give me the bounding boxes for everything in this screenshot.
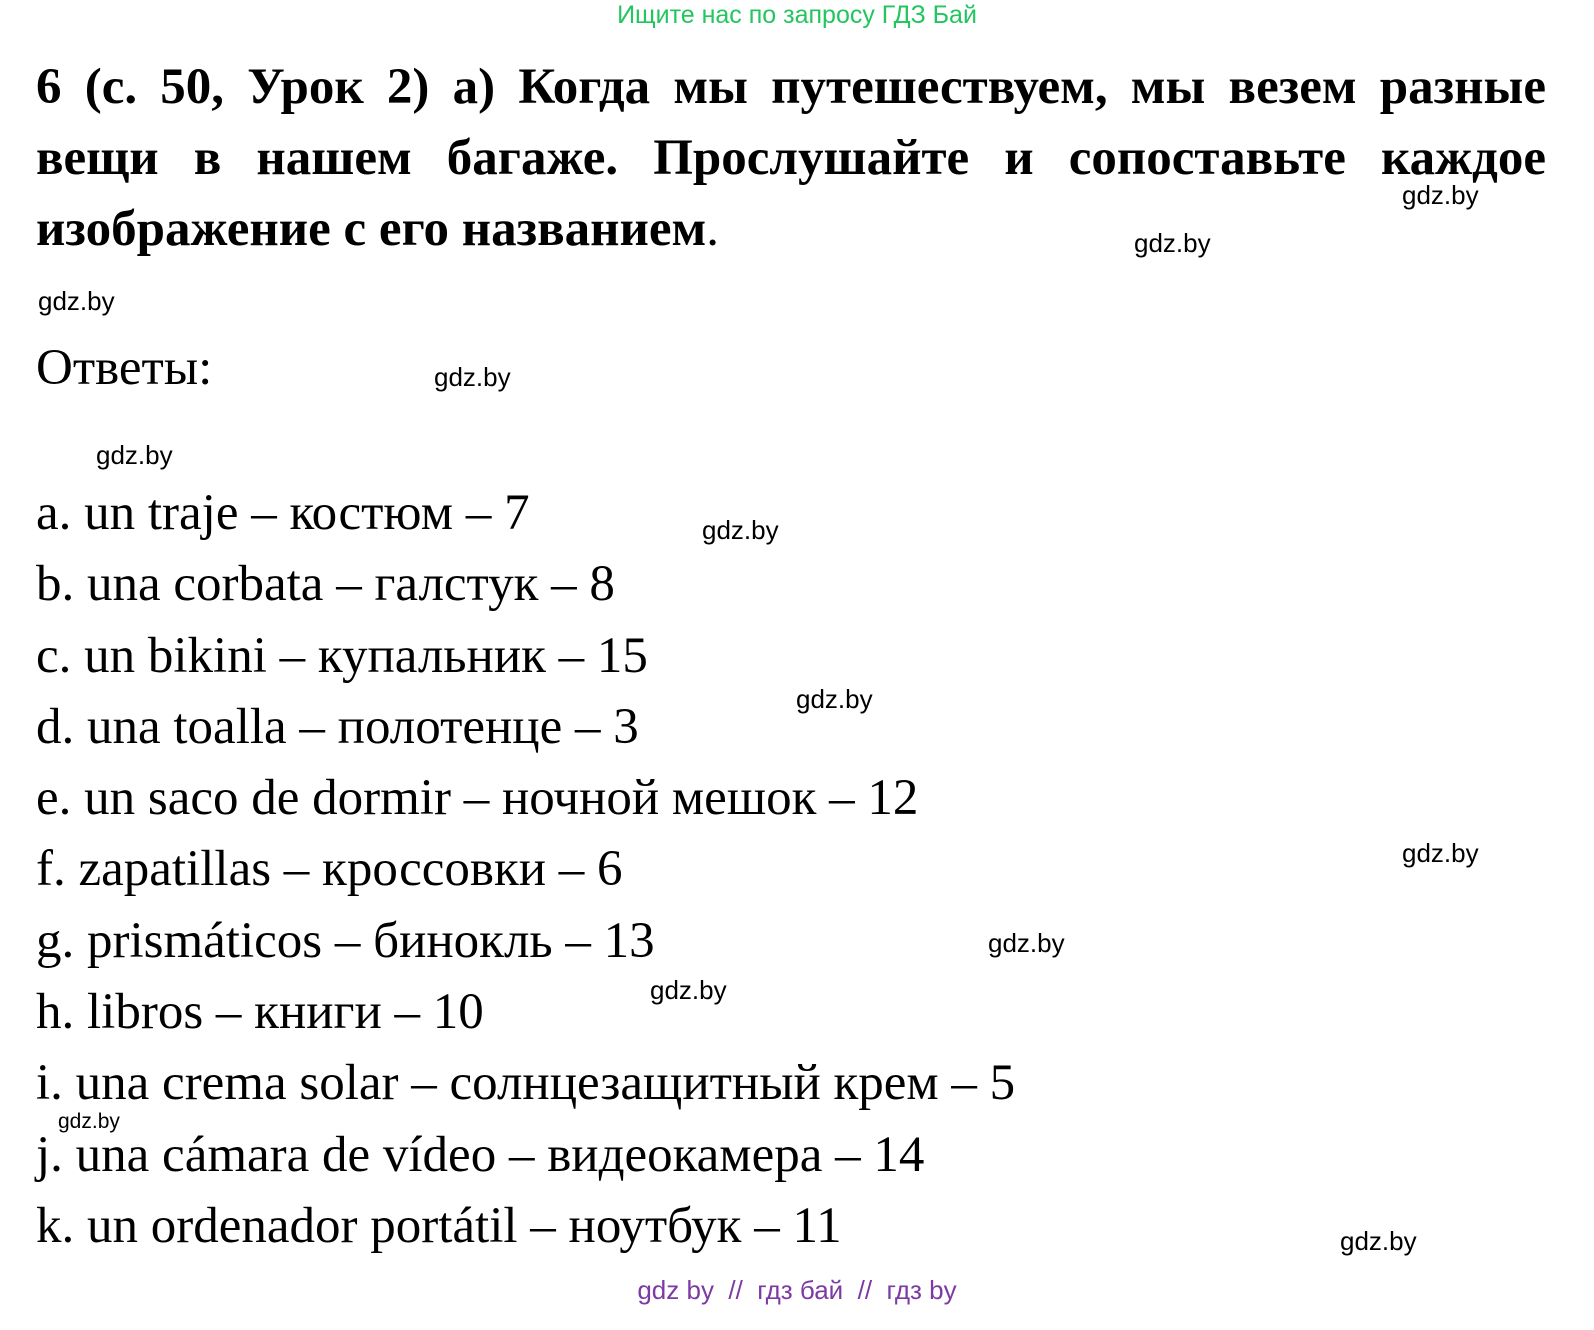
watermark: gdz.by [702, 515, 779, 545]
watermark: gdz.by [434, 362, 511, 392]
answer-item-g: g. prismáticos – бинокль – 13 [36, 912, 655, 969]
watermark: gdz.by [650, 975, 727, 1005]
answer-item-b: b. una corbata – галстук – 8 [36, 556, 615, 613]
watermark: gdz.by [1340, 1226, 1417, 1256]
answer-item-h: h. libros – книги – 10 [36, 984, 484, 1041]
watermark: gdz.by [796, 684, 873, 714]
answer-item-c: c. un bikini – купальник – 15 [36, 627, 648, 684]
watermark: gdz.by [58, 1110, 120, 1133]
task-title-text: 6 (с. 50, Урок 2) а) Когда мы путешествуем, мы везем разные вещи в нашем багаже. Прослушайте и сопоставьте каждое изображение с его названием [36, 59, 1546, 257]
watermark: gdz.by [1402, 180, 1479, 210]
answers-heading: Ответы: [36, 340, 213, 396]
watermark: gdz.by [1134, 228, 1211, 258]
answer-item-e: e. un saco de dormir – ночной мешок – 12 [36, 770, 919, 827]
answer-item-i: i. una crema solar – солнцезащитный крем – 5 [36, 1055, 1016, 1112]
answers-list [36, 478, 1015, 1262]
answer-item-k: k. un ordenador portátil – ноутбук – 11 [36, 1197, 842, 1254]
answer-item-a: a. un traje – костюм – 7 [36, 485, 530, 541]
watermark: gdz.by [988, 928, 1065, 958]
task-title-period: . [706, 201, 720, 257]
footer: gdz by // гдз бай // гдз by [637, 1275, 957, 1305]
watermark: gdz.by [38, 286, 115, 316]
answer-item-d: d. una toalla – полотенце – 3 [36, 698, 639, 755]
answer-item-f: f. zapatillas – кроссовки – 6 [36, 841, 623, 898]
watermark: gdz.by [96, 440, 173, 470]
watermark: gdz.by [1402, 838, 1479, 868]
answer-item-j: j. una cámara de vídeo – видеокамера – 14 [36, 1126, 925, 1183]
top-banner: Ищите нас по запросу ГДЗ Бай [617, 1, 977, 29]
task-title [36, 52, 1546, 265]
